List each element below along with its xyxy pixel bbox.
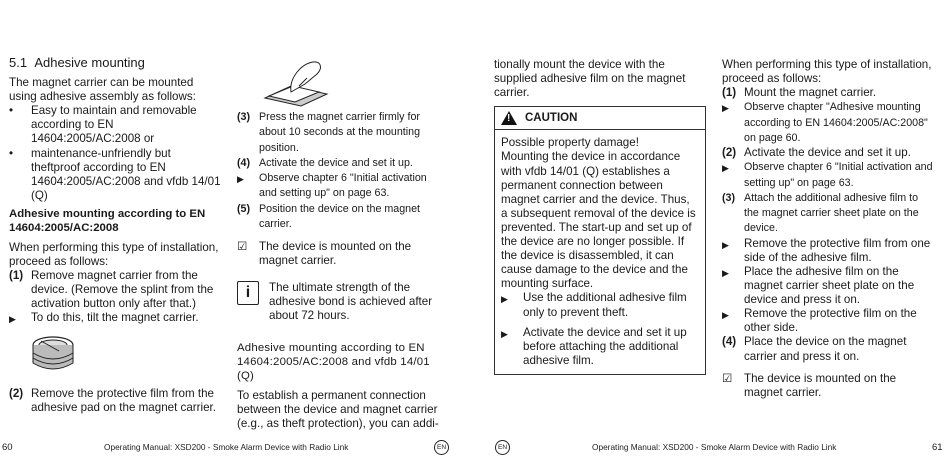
step-1-instruction: ▶ Observe chapter "Adhesive mounting according to EN 14604:2005/AC:2008" on page 60.	[722, 100, 934, 146]
arrow-icon: ▶	[9, 314, 16, 325]
caution-instruction: ▶ Use the additional adhesive film only to prevent theft.	[501, 291, 687, 319]
step-3-instruction: ▶ Place the adhesive film on the magnet carrier sheet plate on the device and press it on.	[722, 264, 915, 307]
step-2-instruction: ▶ Observe chapter 6 "Initial activation and setting up" on page 63.	[722, 160, 934, 191]
magnet-carrier-illustration	[29, 331, 221, 379]
step-2: (2) Remove the protective film from the adhesive pad on the magnet carrier.	[9, 386, 216, 414]
info-note: i The ultimate strength of the adhesive bond is achieved after about 72 hours.	[237, 281, 447, 323]
step-1-instruction: ▶ To do this, tilt the magnet carrier.	[9, 311, 221, 326]
step-3: (3) Press the magnet carrier firmly for about 10 seconds at the mounting position.	[237, 111, 421, 154]
step-1: (1) Remove magnet carrier from the device. (Remove the splint from the activation button only after that.)	[9, 269, 214, 311]
step-4: (4) Activate the device and set it up.	[237, 156, 413, 169]
page-number-left: 60	[2, 442, 13, 453]
arrow-icon: ▶	[501, 294, 508, 305]
caution-box: ! CAUTION Possible property damage! Mounting the device in accordance with vfdb 14/01 (Q) establishes a permanent connection between magnet carrier and the device. Thus, a subsequent removal of the device is prevented. The start-up and set up of the device are no longer possible. If the device is disassembled, it can cause damage to the device and the mounting surface. ▶ Use the additional adhesive film only to prevent theft. ▶ Activate the device and set it up before attaching the additional adhesive film.	[494, 106, 706, 375]
step-3-instruction: ▶ Remove the protective film from one side of the adhesive film.	[722, 236, 931, 264]
bullet-icon: •	[9, 146, 14, 160]
info-icon: i	[237, 281, 259, 305]
arrow-icon: ▶	[501, 328, 508, 339]
step-3: (3) Attach the additional adhesive film to the magnet carrier sheet plate on the device.	[722, 191, 919, 235]
section-heading: 5.1 Adhesive mounting	[9, 55, 145, 70]
page-number-right: 61	[932, 442, 943, 453]
subheading-2: Adhesive mounting according to EN 14604:2005/AC:2008 and vfdb 14/01 (Q)	[237, 341, 430, 382]
proceed-text: When performing this type of installation, proceed as follows:	[722, 58, 932, 86]
step-2: (2) Activate the device and set it up.	[722, 146, 911, 160]
bullet-icon: •	[9, 104, 14, 118]
bullet-item: • Easy to maintain and removable according to EN 14604:2005/AC:2008 or	[9, 104, 197, 146]
right-column-2	[722, 58, 934, 400]
arrow-icon: ▶	[722, 267, 729, 278]
language-badge-left: EN	[434, 440, 449, 455]
checkbox-icon: ☑	[237, 240, 248, 254]
left-column-2	[237, 58, 447, 431]
caution-instruction: ▶ Activate the device and set it up before attaching the additional adhesive film.	[501, 325, 687, 367]
step-4: (4) Place the device on the magnet carrier and press it on.	[722, 335, 907, 363]
bullet-item: • maintenance-unfriendly but theftproof according to EN 14604:2005/AC:2008 and vfdb 14/01 (Q)	[9, 146, 221, 202]
arrow-icon: ▶	[722, 163, 729, 174]
continued-text: tionally mount the device with the supplied adhesive film on the magnet carrier.	[494, 58, 686, 100]
step-1: (1) Mount the magnet carrier.	[722, 86, 877, 100]
arrow-icon: ▶	[237, 174, 244, 185]
arrow-icon: ▶	[722, 310, 729, 321]
para-text: To establish a permanent connection between the device and magnet carrier (e.g., as theft protection), you can addi-	[237, 388, 439, 431]
step-4-instruction: ▶ Observe chapter 6 "Initial activation and setting up" on page 63.	[237, 171, 447, 202]
step-5: (5) Position the device on the magnet carrier.	[237, 202, 421, 231]
checkbox-icon: ☑	[722, 371, 733, 385]
arrow-icon: ▶	[722, 239, 729, 250]
result-item: ☑ The device is mounted on the magnet carrier.	[722, 371, 897, 399]
footer-left: Operating Manual: XSD200 - Smoke Alarm Device with Radio Link	[104, 442, 349, 452]
right-column-1	[494, 58, 706, 375]
intro-text: The magnet carrier can be mounted using adhesive assembly as follows:	[9, 76, 196, 104]
proceed-text: When performing this type of installation, proceed as follows:	[9, 240, 219, 269]
subheading: Adhesive mounting according to EN 14604:2005/AC:2008	[9, 207, 206, 234]
warning-icon	[501, 111, 517, 125]
left-column-1	[9, 56, 221, 415]
step-3-instruction: ▶ Remove the protective film on the other side.	[722, 307, 917, 335]
caution-heading: Possible property damage!	[501, 136, 639, 150]
footer-right: Operating Manual: XSD200 - Smoke Alarm Device with Radio Link	[592, 442, 837, 452]
caution-body: Mounting the device in accordance with vfdb 14/01 (Q) establishes a permanent connection between magnet carrier and the device. Thus, a subsequent removal of the device is prevented. The start-up and set up of the device are no longer possible. If the device is disassembled, it can cause damage to the device and the mounting surface.	[501, 150, 696, 291]
arrow-icon: ▶	[722, 103, 729, 114]
hand-press-illustration	[261, 58, 447, 110]
result-item: ☑ The device is mounted on the magnet carrier.	[237, 240, 412, 268]
language-badge-right: EN	[495, 440, 510, 455]
